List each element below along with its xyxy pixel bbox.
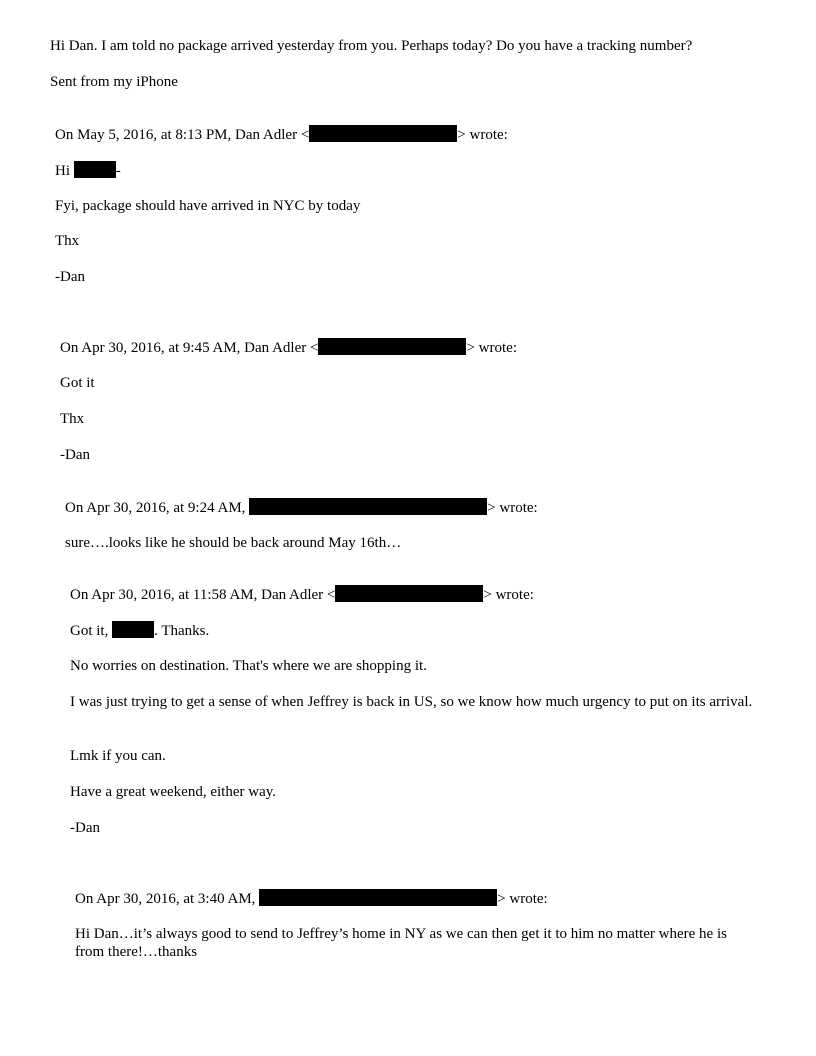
email1-greeting	[55, 161, 121, 180]
top-message: Hi Dan. I am told no package arrived yesterday from you. Perhaps today? Do you have a tracking number?	[50, 38, 693, 54]
top-signature: Sent from my iPhone	[50, 74, 178, 90]
email2-line2: Thx	[60, 411, 85, 427]
email1-greeting-suffix: -	[115, 163, 121, 179]
email4-line1	[70, 621, 209, 640]
email1-greeting-prefix: Hi	[55, 163, 74, 179]
email2-line3: -Dan	[60, 447, 90, 463]
redaction-box	[335, 585, 483, 602]
email2-header-prefix: On Apr 30, 2016, at 9:45 AM, Dan Adler <	[60, 340, 319, 356]
email1-header-prefix: On May 5, 2016, at 8:13 PM, Dan Adler <	[55, 127, 310, 143]
email5-header-suffix: > wrote:	[497, 891, 548, 907]
email5-header	[75, 889, 548, 908]
email1-line2: Thx	[55, 233, 80, 249]
email4-line2: No worries on destination. That's where we are shopping it.	[70, 658, 427, 674]
email4-line5: Have a great weekend, either way.	[70, 784, 277, 800]
email5-header-prefix: On Apr 30, 2016, at 3:40 AM,	[75, 891, 260, 907]
email2-header-suffix: > wrote:	[466, 340, 517, 356]
email2-line1: Got it	[60, 375, 95, 391]
email4-header-prefix: On Apr 30, 2016, at 11:58 AM, Dan Adler <	[70, 587, 336, 603]
email4-line1-suffix: . Thanks.	[154, 623, 210, 639]
redaction-box	[259, 889, 497, 906]
redaction-box	[74, 161, 116, 178]
email4-line3: I was just trying to get a sense of when Jeffrey is back in US, so we know how much urgency to put on its arrival.	[70, 694, 753, 710]
email3-header	[65, 498, 538, 517]
redaction-box	[112, 621, 154, 638]
email3-line1: sure….looks like he should be back around May 16th…	[65, 535, 402, 551]
email1-header-suffix: > wrote:	[457, 127, 508, 143]
email4-line4: Lmk if you can.	[70, 748, 166, 764]
email1-header	[55, 125, 508, 144]
redaction-box	[249, 498, 487, 515]
email3-header-prefix: On Apr 30, 2016, at 9:24 AM,	[65, 500, 250, 516]
email4-line1-prefix: Got it,	[70, 623, 113, 639]
email1-line3: -Dan	[55, 269, 85, 285]
email3-header-suffix: > wrote:	[487, 500, 538, 516]
email5-line1: Hi Dan…it’s always good to send to Jeffrey’s home in NY as we can then get it to him no matter where he is from there!…thanks	[75, 926, 727, 960]
email4-header-suffix: > wrote:	[483, 587, 534, 603]
email1-line1: Fyi, package should have arrived in NYC by today	[55, 198, 361, 214]
redaction-box	[309, 125, 457, 142]
email4-line6: -Dan	[70, 820, 100, 836]
redaction-box	[318, 338, 466, 355]
email4-header	[70, 585, 534, 604]
email2-header	[60, 338, 517, 357]
